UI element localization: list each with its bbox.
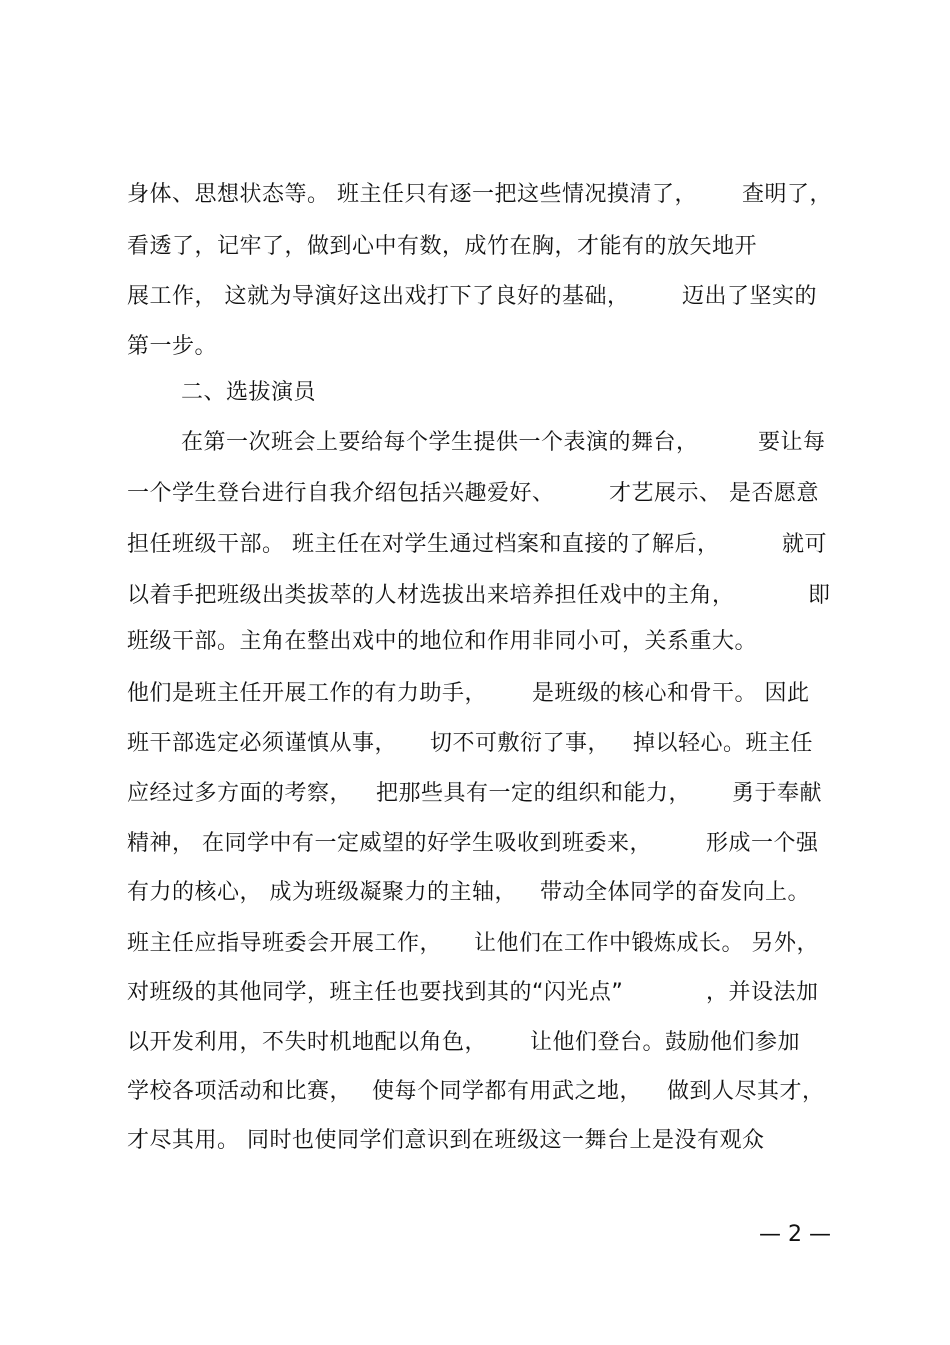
text-segment: 查明了，	[742, 182, 833, 207]
text-segment: 使每个同学都有用武之地，	[372, 1079, 643, 1104]
text-segment: 担任班级干部。 班主任在对学生通过档案和直接的了解后，	[127, 532, 720, 557]
text-segment: 身体、思想状态等。 班主任只有逐一把这些情况摸清了，	[127, 182, 697, 207]
text-segment: 即	[808, 583, 831, 608]
section-heading-text: 二、选拔演员	[181, 380, 317, 405]
text-segment: 是班级的核心和骨干。 因此	[532, 681, 810, 706]
text-line-4	[0, 327, 950, 367]
text-segment: 勇于奉献	[732, 781, 823, 806]
text-segment: 看透了，记牢了，做到心中有数，成竹在胸，才能有的放矢地开	[127, 234, 758, 259]
text-segment: 让他们在工作中锻炼成长。 另外，	[474, 931, 819, 956]
text-segment: 班级干部。主角在整出戏中的地位和作用非同小可，关系重大。	[127, 629, 758, 654]
text-segment: 第一步。	[127, 334, 218, 359]
text-segment: 把那些具有一定的组织和能力，	[376, 781, 692, 806]
text-line-1	[0, 175, 950, 215]
text-segment: 才艺展示、 是否愿意	[609, 481, 819, 506]
text-segment: 一个学生登台进行自我介绍包括兴趣爱好、	[127, 481, 555, 506]
text-segment: 让他们登台。鼓励他们参加	[530, 1030, 801, 1055]
text-segment: 班干部选定必须谨慎从事，	[127, 731, 398, 756]
text-segment: 才尽其用。 同时也使同学们意识到在班级这一舞台上是没有观众	[127, 1128, 765, 1153]
text-line-7	[0, 474, 950, 514]
text-line-9	[0, 576, 950, 616]
text-line-15	[0, 873, 950, 913]
text-segment: 做到人尽其才，	[667, 1079, 825, 1104]
text-line-20	[0, 1121, 950, 1161]
text-segment: 在第一次班会上要给每个学生提供一个表演的舞台，	[181, 430, 699, 455]
text-segment: 就可	[782, 532, 828, 557]
text-segment: 精神， 在同学中有一定威望的好学生吸收到班委来，	[127, 831, 652, 856]
page-number: — 2 —	[759, 1222, 831, 1247]
text-segment: 应经过多方面的考察，	[127, 781, 353, 806]
text-line-13	[0, 774, 950, 814]
text-line-14	[0, 824, 950, 864]
text-segment: 切不可敷衍了事，	[430, 731, 611, 756]
text-segment: 他们是班主任开展工作的有力助手，	[127, 681, 488, 706]
text-segment: 要让每	[758, 430, 826, 455]
text-segment: 以开发利用，不失时机地配以角色，	[127, 1030, 488, 1055]
text-segment: 展工作， 这就为导演好这出戏打下了良好的基础，	[127, 284, 630, 309]
text-line-6	[0, 423, 950, 463]
text-segment: 以着手把班级出类拔萃的人材选拔出来培养担任戏中的主角，	[127, 583, 735, 608]
text-line-11	[0, 674, 950, 714]
text-line-10	[0, 622, 950, 662]
text-line-2	[0, 227, 950, 267]
text-line-18	[0, 1023, 950, 1063]
text-segment: 班主任应指导班委会开展工作，	[127, 931, 443, 956]
text-line-12	[0, 724, 950, 764]
section-heading	[0, 373, 950, 413]
text-segment: 带动全体同学的奋发向上。	[540, 880, 811, 905]
text-segment: 形成一个强	[706, 831, 819, 856]
text-line-8	[0, 525, 950, 565]
text-segment: 掉以轻心。班主任	[633, 731, 814, 756]
text-line-3	[0, 277, 950, 317]
text-segment: 对班级的其他同学，班主任也要找到其的“闪光点”	[127, 980, 624, 1005]
text-segment: 学校各项活动和比赛，	[127, 1079, 353, 1104]
text-segment: ，并设法加	[706, 980, 819, 1005]
text-line-19	[0, 1072, 950, 1112]
text-segment: 有力的核心， 成为班级凝聚力的主轴，	[127, 880, 517, 905]
text-segment: 迈出了坚实的	[682, 284, 818, 309]
text-line-17	[0, 973, 950, 1013]
text-line-16	[0, 924, 950, 964]
